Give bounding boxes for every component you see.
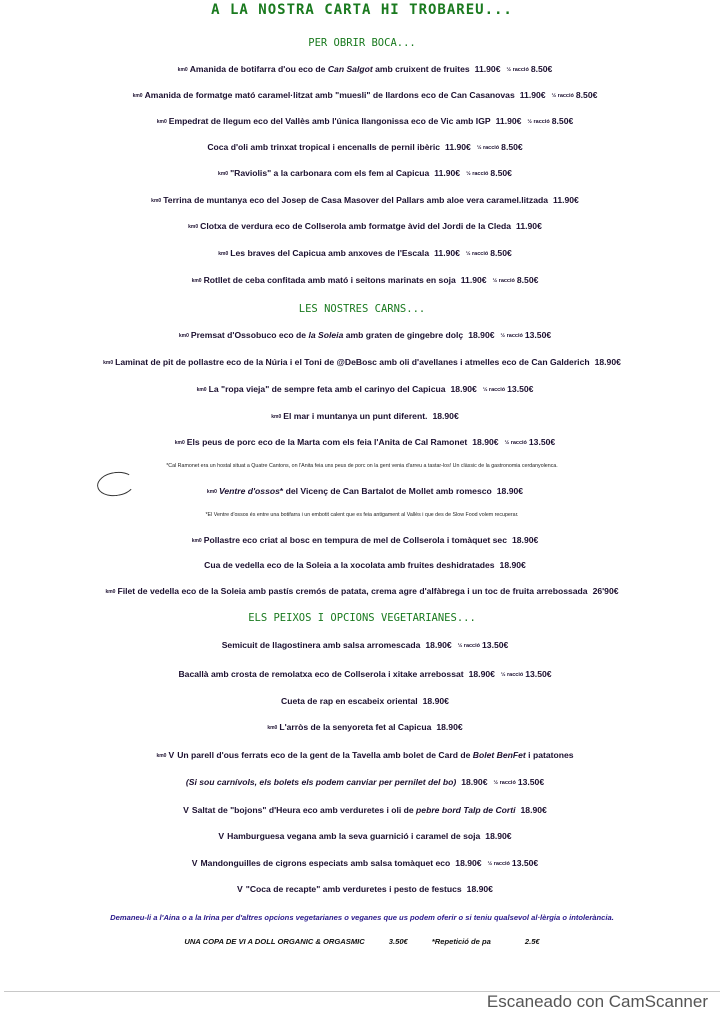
- menu-item: V "Coca de recapte" amb verduretes i pesto de festucs 18.90€: [237, 884, 493, 894]
- menu-item: km0 L'arròs de la senyoreta fet al Capicua 18.90€: [267, 722, 463, 732]
- menu-item: km0 Amanida de botifarra d'ou eco de Can Salgot amb cruixent de fruites 11.90€ ½ racció 8.50€: [177, 64, 553, 74]
- menu-item: km0 V Un parell d'ous ferrats eco de la gent de la Tavella amb bolet de Card de Bolet BenFet i patatones: [156, 750, 574, 760]
- menu-item: km0 Laminat de pit de pollastre eco de la Núria i el Toni de @DeBosc amb oli d'avellanes i atmelles eco de Can Galderich 18.90€: [103, 357, 621, 367]
- bread-price: 2.5€: [524, 937, 540, 946]
- menu-item: km0 Premsat d'Ossobuco eco de la Soleia amb graten de gingebre dolç 18.90€ ½ racció 13.50€: [178, 330, 552, 340]
- section-heading-meats: LES NOSTRES CARNS...: [298, 303, 426, 315]
- menu-item: Cueta de rap en escabeix oriental 18.90€: [281, 696, 449, 706]
- menu-item: km0 Ventre d'ossos* del Vicenç de Can Bartalot de Mollet amb romesco 18.90€: [206, 486, 524, 496]
- menu-item: V Mandonguilles de cigrons especiats amb salsa tomàquet eco 18.90€ ½ racció 13.50€: [191, 858, 539, 868]
- menu-item: km0 Filet de vedella eco de la Soleia amb pastís cremós de patata, crema agre d'alfàbrega i un toc de fruita arrebossada 26'90€: [105, 586, 619, 596]
- menu-item: km0 "Raviolis" a la carbonara com els fem al Capicua 11.90€ ½ racció 8.50€: [218, 168, 512, 178]
- menu-item: km0 Amanida de formatge mató caramel·litzat amb "muesli" de llardons eco de Can Casanovas 11.90€ ½ racció 8.50€: [132, 90, 598, 100]
- menu-item: km0 Rotllet de ceba confitada amb mató i seitons marinats en soja 11.90€ ½ racció 8.50€: [191, 275, 539, 285]
- wine-label: UNA COPA DE VI A DOLL ORGANIC & ORGASMIC: [184, 937, 365, 946]
- menu-item: km0 Clotxa de verdura eco de Collserola amb formatge àvid del Jordi de la Cleda 11.90€: [188, 221, 542, 231]
- wine-line: [0, 937, 724, 946]
- menu-item: km0 Els peus de porc eco de la Marta com els feia l'Anita de Cal Ramonet 18.90€ ½ racció 13.50€: [174, 437, 556, 447]
- menu-item: Semicuit de llagostinera amb salsa arromescada 18.90€ ½ racció 13.50€: [221, 640, 509, 650]
- menu-item: km0 Terrina de muntanya eco del Josep de Casa Masover del Pallars amb aloe vera caramel.litzada 11.90€: [151, 195, 579, 205]
- scanner-watermark: Escaneado con CamScanner: [486, 992, 708, 1011]
- menu-title: A LA NOSTRA CARTA HI TROBAREU...: [211, 2, 513, 18]
- bread-label: *Repetició de pa: [431, 937, 491, 946]
- menu-item: Bacallà amb crosta de remolatxa eco de Collserola i xitake arrebossat 18.90€ ½ racció 13.50€: [178, 669, 552, 679]
- menu-item: km0 La "ropa vieja" de sempre feta amb el carinyo del Capicua 18.90€ ½ racció 13.50€: [196, 384, 534, 394]
- menu-item: km0 Empedrat de llegum eco del Vallès amb l'única llangonissa eco de Vic amb IGP 11.90€ ½ racció 8.50€: [156, 116, 574, 126]
- menu-item: (Si sou carnívols, els bolets els podem canviar per pernilet del bo) 18.90€ ½ racció 13.50€: [185, 777, 545, 787]
- menu-item: Cua de vedella eco de la Soleia a la xocolata amb fruites deshidratades 18.90€: [204, 560, 526, 570]
- menu-item: V Hamburguesa vegana amb la seva guarnició i caramel de soja 18.90€: [218, 831, 512, 841]
- menu-item: km0 Pollastre eco criat al bosc en tempura de mel de Collserola i tomàquet sec 18.90€: [191, 535, 539, 545]
- wine-price: 3.50€: [388, 937, 408, 946]
- footer-note: Demaneu-li a l'Aina o a la Irina per d'altres opcions vegetarianes o veganes que us podem oferir o si teniu qualsevol al·lèrgia o intolerància.: [110, 913, 614, 922]
- menu-item: V Saltat de "bojons" d'Heura eco amb verduretes i oli de pebre bord Talp de Corti 18.90€: [183, 805, 547, 815]
- menu-item: km0 Les braves del Capicua amb anxoves de l'Escala 11.90€ ½ racció 8.50€: [218, 248, 512, 258]
- menu-item: Coca d'oli amb trinxat tropical i encenalls de pernil ibèric 11.90€ ½ racció 8.50€: [207, 142, 523, 152]
- menu-item: km0 El mar i muntanya un punt diferent. 18.90€: [271, 411, 459, 421]
- footnote-ventre-ossos: *El Ventre d'ossos és entre una botifarra i un embotit calent que es feia antigament al Vallès i que des de Slow Food volem recuperar.: [205, 512, 519, 518]
- section-heading-fish-veg: ELS PEIXOS I OPCIONS VEGETARIANES...: [248, 612, 476, 624]
- footnote-cal-ramonet: *Cal Ramonet era un hostal situat a Quatre Cantons, on l'Anita feia uns peus de porc on la gent venia d'arreu a tastar-los! Un clàssic de la gastronomia cerdanyolenca.: [166, 463, 558, 469]
- section-heading-starters: PER OBRIR BOCA...: [308, 37, 416, 49]
